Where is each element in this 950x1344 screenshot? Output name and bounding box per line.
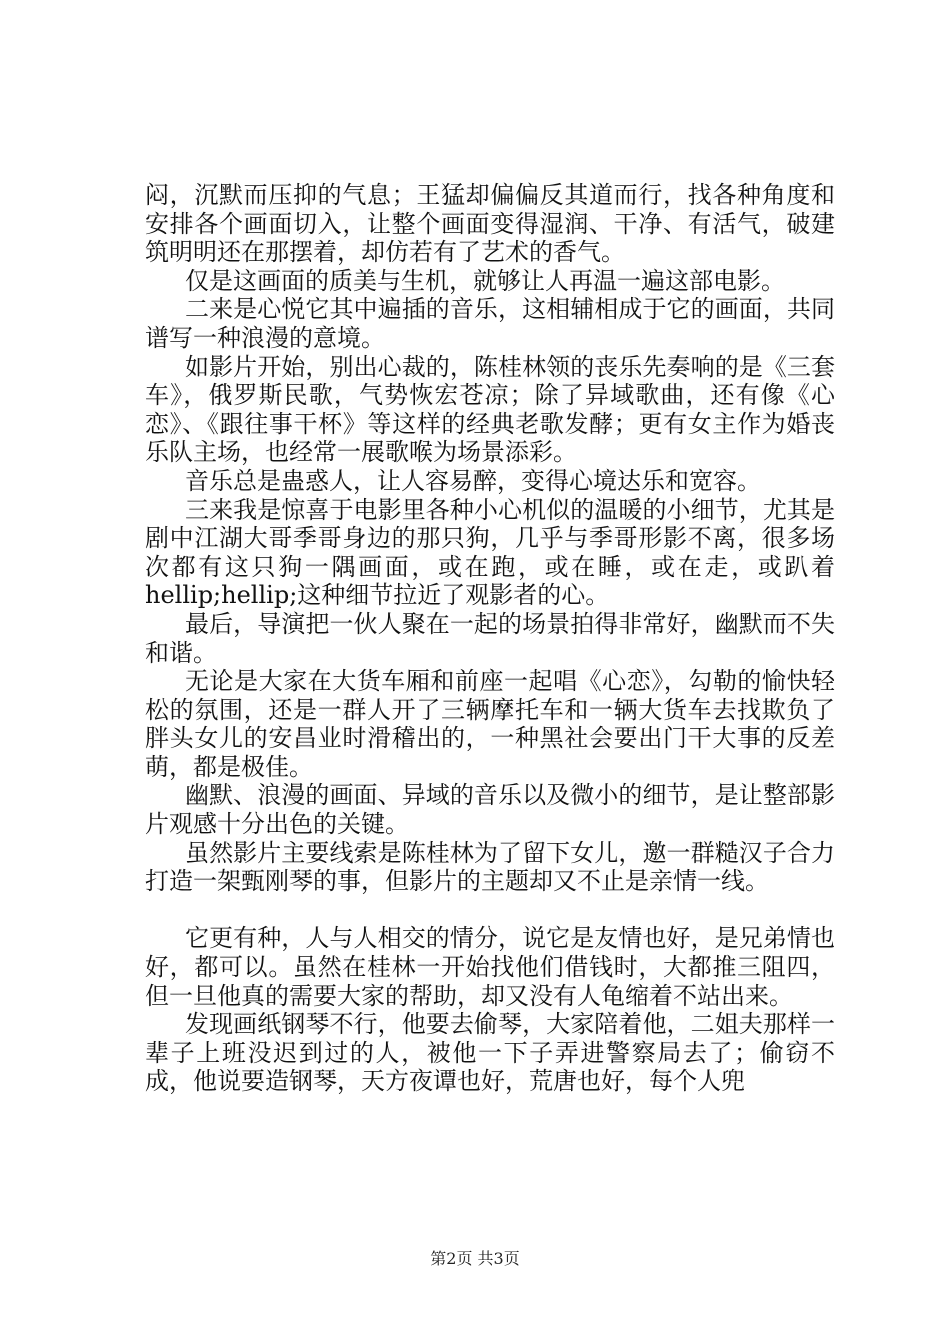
paragraph: 它更有种，人与人相交的情分，说它是友情也好，是兄弟情也好，都可以。虽然在桂林一开始找他们借钱时，大都推三阻四，但一旦他真的需要大家的帮助，却又没有人龟缩着不站出来。: [145, 924, 835, 1010]
paragraph-spacer: [145, 896, 835, 925]
page-number-footer: 第2页 共3页: [430, 1249, 520, 1268]
paragraph: 最后，导演把一伙人聚在一起的场景拍得非常好，幽默而不失和谐。: [145, 609, 835, 667]
paragraph: 无论是大家在大货车厢和前座一起唱《心恋》，勾勒的愉快轻松的氛围，还是一群人开了三辆摩托车和一辆大货车去找欺负了胖头女儿的安昌业时滑稽出的，一种黑社会要出门干大事的反差萌，都是极佳。: [145, 667, 835, 781]
paragraph: 二来是心悦它其中遍插的音乐，这相辅相成于它的画面，共同谱写一种浪漫的意境。: [145, 295, 835, 352]
paragraph-continuation: 闷，沉默而压抑的气息；王猛却偏偏反其道而行，找各种角度和安排各个画面切入，让整个画面变得湿润、干净、有活气，破建筑明明还在那摆着，却仿若有了艺术的香气。: [145, 181, 835, 267]
paragraph: 仅是这画面的质美与生机，就够让人再温一遍这部电影。: [185, 266, 785, 295]
paragraph: 虽然影片主要线索是陈桂林为了留下女儿，邀一群糙汉子合力打造一架甄刚琴的事，但影片的主题却又不止是亲情一线。: [145, 838, 835, 896]
paragraph: 发现画纸钢琴不行，他要去偷琴，大家陪着他，二姐夫那样一辈子上班没迟到过的人，被他一下子弄进警察局去了；偷窃不成，他说要造钢琴，天方夜谭也好，荒唐也好，每个人兜: [145, 1010, 835, 1096]
document-body: [145, 181, 835, 1096]
paragraph: 音乐总是蛊惑人，让人容易醉，变得心境达乐和宽容。: [185, 466, 761, 495]
paragraph: 幽默、浪漫的画面、异域的音乐以及微小的细节，是让整部影片观感十分出色的关键。: [145, 781, 835, 839]
paragraph: 三来我是惊喜于电影里各种小心机似的温暖的小细节，尤其是剧中江湖大哥季哥身边的那只狗，几乎与季哥形影不离，很多场次都有这只狗一隅画面，或在跑，或在睡，或在走，或趴着hellip;hellip;这种细节拉近了观影者的心。: [145, 495, 835, 610]
paragraph: 如影片开始，别出心裁的，陈桂林领的丧乐先奏响的是《三套车》，俄罗斯民歌，气势恢宏苍凉；除了异域歌曲，还有像《心恋》、《跟往事干杯》等这样的经典老歌发酵；更有女主作为婚丧乐队主场，也经常一展歌喉为场景添彩。: [145, 352, 835, 467]
